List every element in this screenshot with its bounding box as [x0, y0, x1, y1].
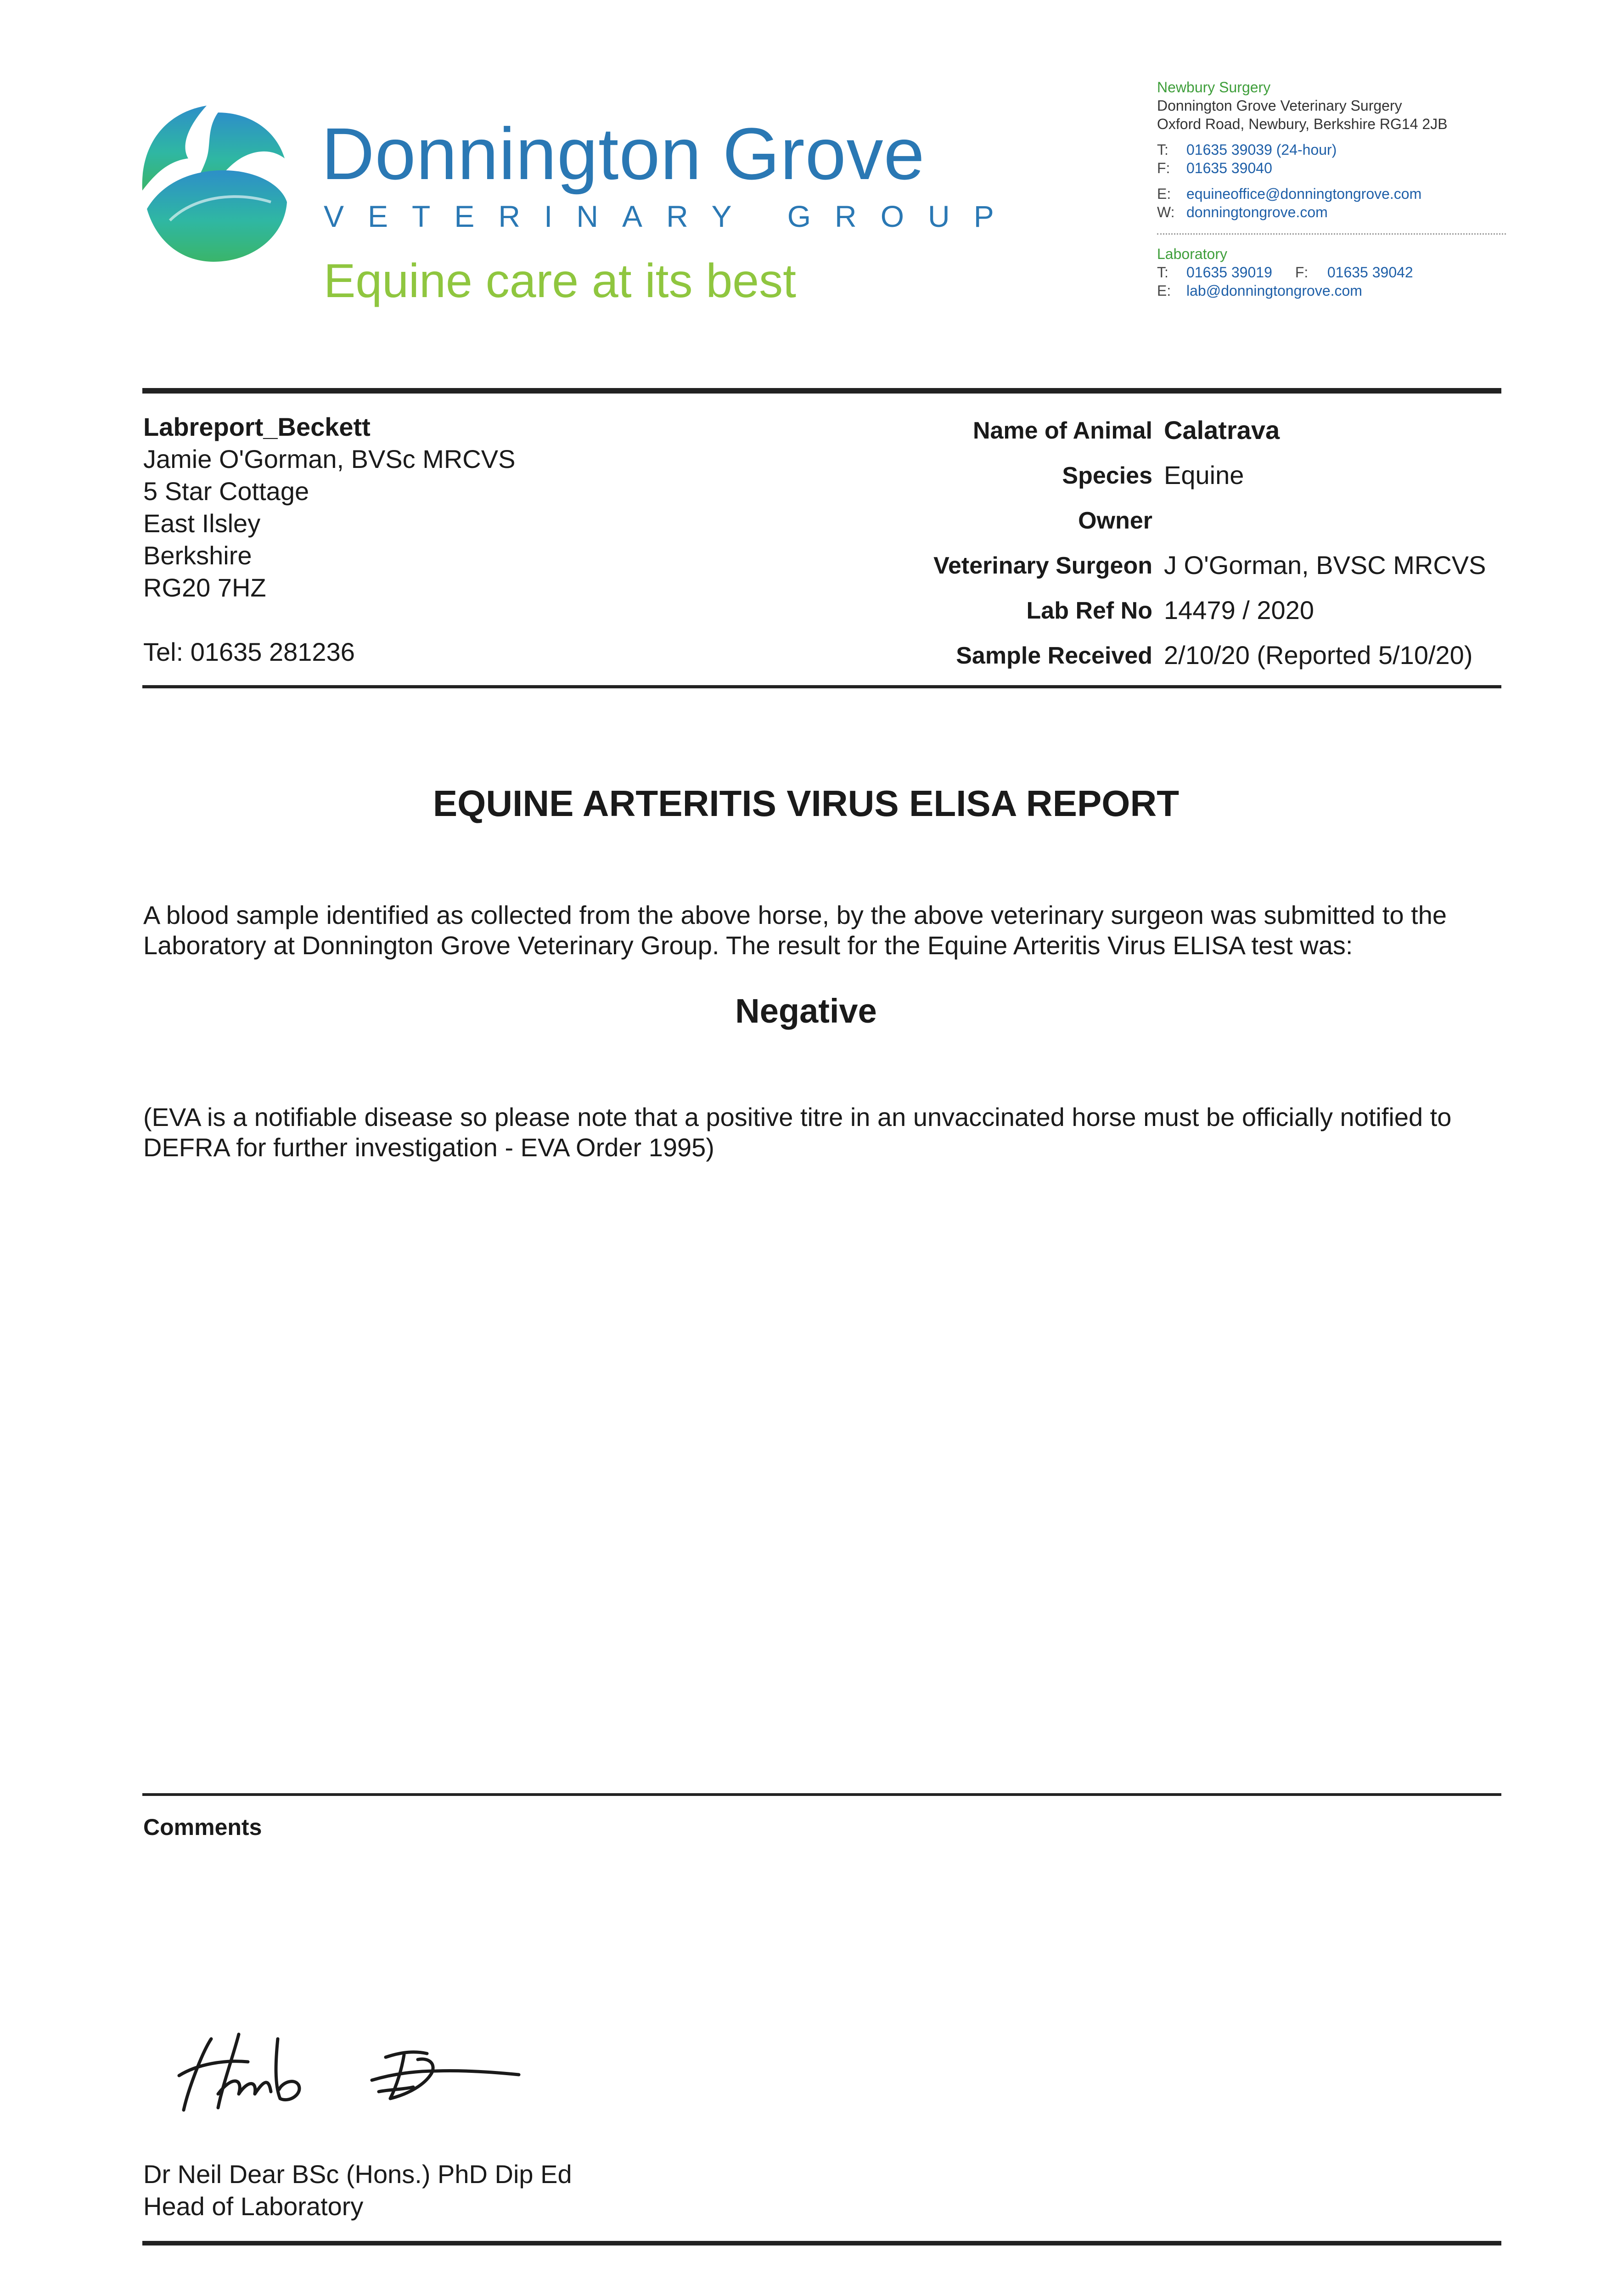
lab-ref-label: Lab Ref No: [1026, 597, 1152, 624]
org-subtitle: VETERINARY GROUP: [324, 199, 1018, 233]
lab-heading: Laboratory: [1157, 246, 1227, 262]
contact-block: [1157, 78, 1524, 300]
recipient-tel: Tel: 01635 281236: [143, 637, 355, 666]
report-title: EQUINE ARTERITIS VIRUS ELISA REPORT: [432, 783, 1180, 824]
lab-email-label: E:: [1157, 282, 1171, 299]
org-name: Donnington Grove: [321, 113, 925, 195]
details-divider: [142, 685, 1501, 688]
signer-title: Head of Laboratory: [143, 2192, 364, 2221]
report-paragraph: A blood sample identified as collected from the above horse, by the above veterinary surgeon was submitted to the Laboratory at Donnington Grove Veterinary Group. The result for the Equine Arteritis Virus ELISA test was:: [143, 900, 1447, 960]
test-result: Negative: [735, 992, 877, 1030]
contact-divider: [1157, 233, 1506, 235]
address-line: East Ilsley: [143, 509, 261, 538]
animal-name-value: Calatrava: [1164, 416, 1280, 445]
comments-label: Comments: [143, 1814, 262, 1840]
footer-divider: [142, 2241, 1501, 2245]
surgery-fax: 01635 39040: [1186, 160, 1272, 176]
species-value: Equine: [1164, 461, 1244, 490]
lab-fax: 01635 39042: [1327, 264, 1413, 281]
address-line: RG20 7HZ: [143, 573, 266, 602]
sample-received-value: 2/10/20 (Reported 5/10/20): [1164, 641, 1473, 670]
surgery-heading: Newbury Surgery: [1157, 79, 1271, 96]
logo-mark: [138, 103, 289, 264]
lab-fax-label: F:: [1295, 264, 1309, 281]
species-label: Species: [1062, 462, 1152, 489]
surgery-web-link[interactable]: donningtongrove.com: [1186, 204, 1328, 220]
owner-label: Owner: [1078, 507, 1152, 534]
surgery-tel-label: T:: [1157, 141, 1168, 158]
surgery-web-label: W:: [1157, 204, 1175, 220]
lab-tel: 01635 39019: [1186, 264, 1272, 281]
vet-surgeon-value: J O'Gorman, BVSC MRCVS: [1164, 551, 1486, 580]
lab-email-link[interactable]: lab@donningtongrove.com: [1186, 282, 1362, 299]
address-line: Berkshire: [143, 541, 252, 570]
address-line: Jamie O'Gorman, BVSc MRCVS: [143, 445, 516, 473]
lab-ref-value: 14479 / 2020: [1164, 596, 1314, 625]
surgery-email-label: E:: [1157, 186, 1171, 202]
recipient-address: [143, 411, 515, 604]
surgery-fax-label: F:: [1157, 160, 1170, 176]
surgery-line1: Donnington Grove Veterinary Surgery: [1157, 97, 1402, 114]
comments-divider: [142, 1793, 1501, 1796]
report-note: (EVA is a notifiable disease so please note that a positive titre in an unvaccinated horse must be officially notified to DEFRA for further investigation - EVA Order 1995): [143, 1103, 1452, 1162]
sample-received-label: Sample Received: [956, 642, 1152, 669]
recipient-name: Labreport_Beckett: [143, 412, 371, 441]
surgery-line2: Oxford Road, Newbury, Berkshire RG14 2JB: [1157, 116, 1448, 132]
address-line: 5 Star Cottage: [143, 477, 309, 506]
signer-name: Dr Neil Dear BSc (Hons.) PhD Dip Ed: [143, 2160, 572, 2189]
lab-tel-label: T:: [1157, 264, 1168, 281]
surgery-email-link[interactable]: equineoffice@donningtongrove.com: [1186, 186, 1422, 202]
header-divider: [142, 388, 1501, 394]
vet-surgeon-label: Veterinary Surgeon: [933, 552, 1152, 579]
tagline: Equine care at its best: [324, 254, 797, 308]
signature: [170, 2025, 560, 2117]
animal-name-label: Name of Animal: [972, 417, 1152, 444]
surgery-tel: 01635 39039 (24-hour): [1186, 141, 1337, 158]
